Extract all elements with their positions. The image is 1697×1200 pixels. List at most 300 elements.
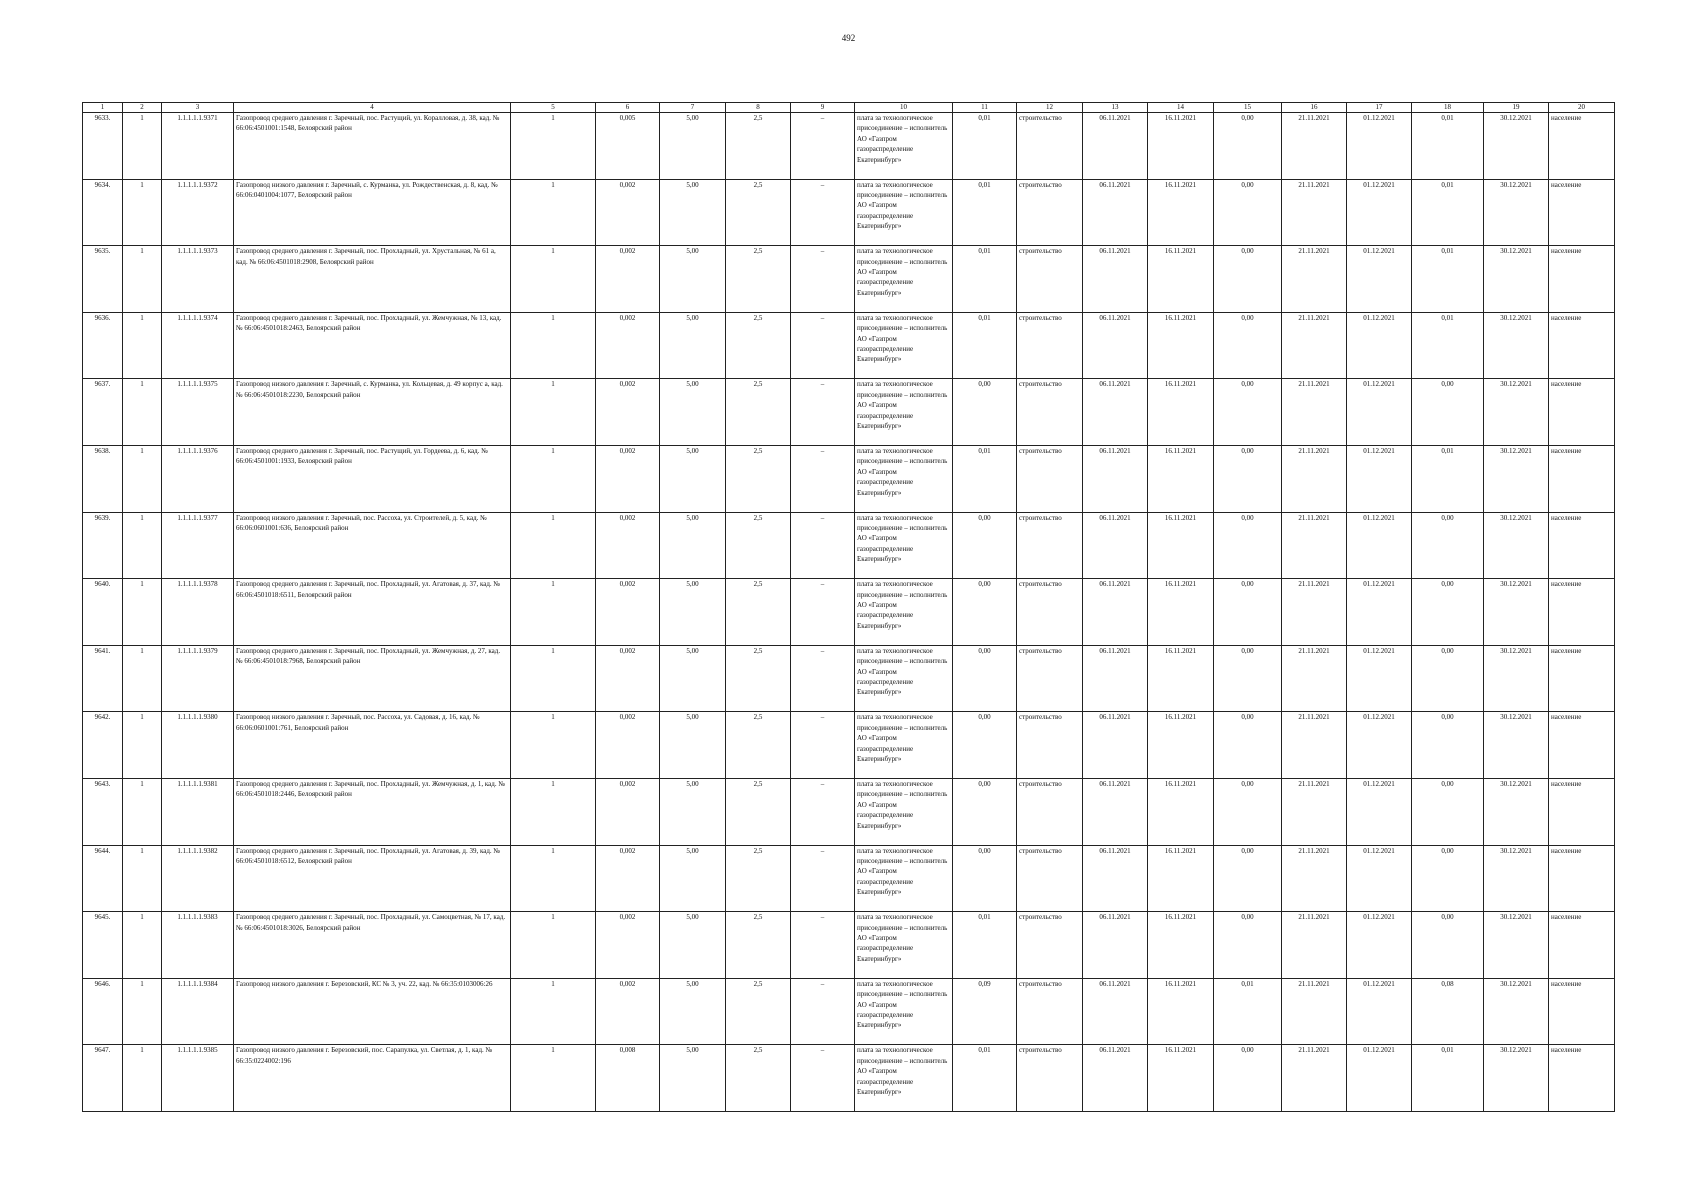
table-cell: 9633. (83, 113, 123, 180)
table-cell: плата за технологическое присоединение – исполнитель АО «Газпром газораспределение Екатеринбург» (855, 912, 953, 979)
table-cell: 06.11.2021 (1083, 379, 1148, 446)
table-cell: 0,00 (953, 845, 1017, 912)
table-cell: 06.11.2021 (1083, 712, 1148, 779)
table-cell: 2,5 (726, 379, 791, 446)
table-cell: 1 (511, 312, 596, 379)
table-cell: Газопровод низкого давления г. Заречный, пос. Рассоха, ул. Садовая, д. 16, кад. № 66:06:0601001:761, Белоярский район (234, 712, 511, 779)
table-cell: 1 (123, 1045, 162, 1112)
table-cell: 1 (511, 246, 596, 313)
table-cell: 06.11.2021 (1083, 179, 1148, 246)
table-cell: 06.11.2021 (1083, 645, 1148, 712)
table-cell: 9644. (83, 845, 123, 912)
column-header: 19 (1484, 103, 1549, 113)
table-cell: 16.11.2021 (1148, 645, 1214, 712)
table-cell: 0,01 (1412, 179, 1484, 246)
table-cell: строительство (1017, 312, 1083, 379)
column-header: 14 (1148, 103, 1214, 113)
table-cell: 1 (511, 512, 596, 579)
table-cell: 30.12.2021 (1484, 179, 1549, 246)
table-cell: 0,002 (596, 312, 660, 379)
table-cell: население (1549, 845, 1615, 912)
table-cell: 9635. (83, 246, 123, 313)
table-cell: плата за технологическое присоединение – исполнитель АО «Газпром газораспределение Екатеринбург» (855, 712, 953, 779)
table-cell: – (791, 978, 855, 1045)
table-cell: 01.12.2021 (1347, 445, 1412, 512)
table-cell: плата за технологическое присоединение – исполнитель АО «Газпром газораспределение Екатеринбург» (855, 778, 953, 845)
column-header: 12 (1017, 103, 1083, 113)
table-cell: 5,00 (660, 778, 726, 845)
table-cell: население (1549, 778, 1615, 845)
table-cell: 21.11.2021 (1282, 579, 1347, 646)
table-cell: 30.12.2021 (1484, 379, 1549, 446)
table-cell: 9640. (83, 579, 123, 646)
column-header: 6 (596, 103, 660, 113)
table-cell: 0,00 (1214, 645, 1282, 712)
table-cell: плата за технологическое присоединение – исполнитель АО «Газпром газораспределение Екатеринбург» (855, 645, 953, 712)
table-cell: 16.11.2021 (1148, 312, 1214, 379)
table-cell: 0,002 (596, 579, 660, 646)
table-cell: 9637. (83, 379, 123, 446)
table-cell: 0,00 (1412, 579, 1484, 646)
table-cell: 06.11.2021 (1083, 579, 1148, 646)
table-cell: 0,08 (1412, 978, 1484, 1045)
table-cell: 5,00 (660, 179, 726, 246)
table-cell: – (791, 445, 855, 512)
table-cell: 5,00 (660, 579, 726, 646)
table-cell: Газопровод низкого давления г. Заречный, с. Курманка, ул. Кольцевая, д. 49 корпус а, кад. № 66:06:4501018:2230, Белоярский район (234, 379, 511, 446)
table-cell: 0,09 (953, 978, 1017, 1045)
table-cell: 0,00 (1214, 445, 1282, 512)
table-cell: 0,00 (953, 778, 1017, 845)
table-cell: 30.12.2021 (1484, 645, 1549, 712)
table-cell: 1.1.1.1.1.9371 (162, 113, 234, 180)
table-cell: Газопровод низкого давления г. Заречный, с. Курманка, ул. Рождественская, д. 8, кад. № 66:06:0401004:1077, Белоярский район (234, 179, 511, 246)
table-cell: 0,005 (596, 113, 660, 180)
column-header: 1 (83, 103, 123, 113)
table-cell: строительство (1017, 1045, 1083, 1112)
table-cell: 16.11.2021 (1148, 978, 1214, 1045)
column-header: 13 (1083, 103, 1148, 113)
table-cell: 16.11.2021 (1148, 1045, 1214, 1112)
table-cell: население (1549, 978, 1615, 1045)
table-cell: 30.12.2021 (1484, 512, 1549, 579)
table-cell: 0,01 (953, 912, 1017, 979)
table-cell: 21.11.2021 (1282, 845, 1347, 912)
table-cell: население (1549, 579, 1615, 646)
table-cell: 0,01 (953, 445, 1017, 512)
table-cell: 30.12.2021 (1484, 778, 1549, 845)
table-cell: строительство (1017, 645, 1083, 712)
table-cell: 0,00 (1412, 845, 1484, 912)
table-cell: 01.12.2021 (1347, 778, 1412, 845)
table-cell: – (791, 712, 855, 779)
column-header: 10 (855, 103, 953, 113)
table-cell: 01.12.2021 (1347, 512, 1412, 579)
table-row (83, 379, 1615, 446)
table-cell: 06.11.2021 (1083, 113, 1148, 180)
table-cell: Газопровод среднего давления г. Заречный, пос. Прохладный, ул. Жемчужная, д. 27, кад. № 66:06:4501018:7968, Белоярский район (234, 645, 511, 712)
table-row (83, 712, 1615, 779)
table-cell: 01.12.2021 (1347, 845, 1412, 912)
table-cell: Газопровод среднего давления г. Заречный, пос. Растущий, ул. Коралловая, д. 38, кад. № 66:06:4501001:1548, Белоярский район (234, 113, 511, 180)
table-cell: 0,00 (1412, 379, 1484, 446)
table-cell: 01.12.2021 (1347, 912, 1412, 979)
table-cell: 0,01 (953, 312, 1017, 379)
table-cell: население (1549, 1045, 1615, 1112)
table-row (83, 512, 1615, 579)
column-header: 8 (726, 103, 791, 113)
table-cell: плата за технологическое присоединение – исполнитель АО «Газпром газораспределение Екатеринбург» (855, 978, 953, 1045)
table-cell: 0,00 (1214, 845, 1282, 912)
table-cell: строительство (1017, 379, 1083, 446)
table-cell: 01.12.2021 (1347, 246, 1412, 313)
table-cell: 01.12.2021 (1347, 978, 1412, 1045)
table-cell: 9641. (83, 645, 123, 712)
table-cell: 0,00 (1214, 1045, 1282, 1112)
table-cell: 5,00 (660, 445, 726, 512)
table-cell: 0,00 (1214, 312, 1282, 379)
table-cell: 0,00 (953, 712, 1017, 779)
table-cell: плата за технологическое присоединение – исполнитель АО «Газпром газораспределение Екатеринбург» (855, 246, 953, 313)
table-cell: 30.12.2021 (1484, 1045, 1549, 1112)
table-cell: 01.12.2021 (1347, 645, 1412, 712)
table-cell: 0,00 (1214, 379, 1282, 446)
table-row (83, 579, 1615, 646)
table-cell: 1.1.1.1.1.9380 (162, 712, 234, 779)
table-cell: 1 (123, 845, 162, 912)
table-cell: 16.11.2021 (1148, 778, 1214, 845)
table-cell: Газопровод низкого давления г. Заречный, пос. Рассоха, ул. Строителей, д. 5, кад. № 66:06:0601001:636, Белоярский район (234, 512, 511, 579)
table-cell: – (791, 1045, 855, 1112)
table-cell: 9634. (83, 179, 123, 246)
table-cell: 21.11.2021 (1282, 113, 1347, 180)
column-header: 3 (162, 103, 234, 113)
table-cell: 0,00 (1214, 113, 1282, 180)
table-cell: 0,01 (1412, 312, 1484, 379)
table-cell: население (1549, 179, 1615, 246)
table-cell: население (1549, 712, 1615, 779)
table-cell: 0,00 (1214, 712, 1282, 779)
table-row (83, 1045, 1615, 1112)
table-cell: 21.11.2021 (1282, 379, 1347, 446)
table-cell: население (1549, 113, 1615, 180)
table-row (83, 645, 1615, 712)
table-cell: 30.12.2021 (1484, 579, 1549, 646)
table-cell: 5,00 (660, 312, 726, 379)
table-cell: 30.12.2021 (1484, 845, 1549, 912)
table-cell: 16.11.2021 (1148, 845, 1214, 912)
table-cell: 1 (511, 113, 596, 180)
table-cell: 06.11.2021 (1083, 512, 1148, 579)
table-cell: строительство (1017, 246, 1083, 313)
table-cell: – (791, 113, 855, 180)
table-cell: 2,5 (726, 645, 791, 712)
table-cell: 2,5 (726, 845, 791, 912)
table-cell: 21.11.2021 (1282, 778, 1347, 845)
table-cell: население (1549, 445, 1615, 512)
table-cell: 0,00 (1214, 512, 1282, 579)
table-cell: – (791, 579, 855, 646)
table-cell: 1.1.1.1.1.9379 (162, 645, 234, 712)
table-cell: 30.12.2021 (1484, 912, 1549, 979)
table-cell: – (791, 778, 855, 845)
table-cell: 16.11.2021 (1148, 246, 1214, 313)
table-cell: 1 (511, 1045, 596, 1112)
table-cell: 1.1.1.1.1.9378 (162, 579, 234, 646)
table-cell: строительство (1017, 179, 1083, 246)
table-cell: 1.1.1.1.1.9384 (162, 978, 234, 1045)
table-cell: 1 (123, 645, 162, 712)
table-cell: 5,00 (660, 712, 726, 779)
table-cell: 30.12.2021 (1484, 445, 1549, 512)
table-cell: 01.12.2021 (1347, 1045, 1412, 1112)
table-cell: 0,01 (1412, 113, 1484, 180)
table-cell: 01.12.2021 (1347, 579, 1412, 646)
column-header: 16 (1282, 103, 1347, 113)
table-row (83, 978, 1615, 1045)
table-cell: 2,5 (726, 445, 791, 512)
table-cell: 0,01 (1412, 1045, 1484, 1112)
table-cell: 0,00 (1412, 912, 1484, 979)
table-cell: строительство (1017, 512, 1083, 579)
table-cell: 0,00 (1214, 179, 1282, 246)
table-cell: 06.11.2021 (1083, 845, 1148, 912)
table-cell: 1 (511, 912, 596, 979)
table-cell: Газопровод среднего давления г. Заречный, пос. Прохладный, ул. Хрустальная, № 61 а, кад. № 66:06:4501018:2908, Белоярский район (234, 246, 511, 313)
table-cell: 16.11.2021 (1148, 912, 1214, 979)
table-cell: 0,01 (953, 113, 1017, 180)
table-cell: 5,00 (660, 113, 726, 180)
table-cell: Газопровод низкого давления г. Березовский, КС № 3, уч. 22, кад. № 66:35:0103006:26 (234, 978, 511, 1045)
table-cell: 0,00 (1214, 778, 1282, 845)
table-cell: 1 (511, 845, 596, 912)
table-cell: – (791, 246, 855, 313)
page-number: 492 (841, 33, 856, 43)
data-table (82, 102, 1615, 1112)
table-cell: плата за технологическое присоединение – исполнитель АО «Газпром газораспределение Екатеринбург» (855, 113, 953, 180)
table-cell: 01.12.2021 (1347, 379, 1412, 446)
table-cell: 0,00 (1214, 246, 1282, 313)
table-row (83, 312, 1615, 379)
table-cell: 1 (123, 912, 162, 979)
table-cell: 2,5 (726, 579, 791, 646)
table-cell: 16.11.2021 (1148, 445, 1214, 512)
table-cell: 0,00 (953, 645, 1017, 712)
table-cell: 1.1.1.1.1.9377 (162, 512, 234, 579)
table-cell: плата за технологическое присоединение – исполнитель АО «Газпром газораспределение Екатеринбург» (855, 579, 953, 646)
table-cell: 06.11.2021 (1083, 978, 1148, 1045)
table-cell: 9639. (83, 512, 123, 579)
table-cell: 5,00 (660, 1045, 726, 1112)
table-cell: 1.1.1.1.1.9374 (162, 312, 234, 379)
table-cell: 0,00 (953, 512, 1017, 579)
table-cell: 21.11.2021 (1282, 445, 1347, 512)
table-cell: 1 (511, 778, 596, 845)
table-cell: 5,00 (660, 845, 726, 912)
table-cell: 0,002 (596, 246, 660, 313)
table-row (83, 845, 1615, 912)
table-cell: 16.11.2021 (1148, 512, 1214, 579)
table-cell: 01.12.2021 (1347, 179, 1412, 246)
table-cell: 1 (123, 379, 162, 446)
table-cell: 0,00 (1214, 579, 1282, 646)
table-cell: плата за технологическое присоединение – исполнитель АО «Газпром газораспределение Екатеринбург» (855, 1045, 953, 1112)
table-cell: 21.11.2021 (1282, 912, 1347, 979)
table-cell: 16.11.2021 (1148, 379, 1214, 446)
column-header: 7 (660, 103, 726, 113)
table-cell: 9638. (83, 445, 123, 512)
table-cell: 0,002 (596, 712, 660, 779)
table-cell: 0,01 (1412, 246, 1484, 313)
table-cell: 0,002 (596, 379, 660, 446)
table-cell: 2,5 (726, 778, 791, 845)
table-row (83, 179, 1615, 246)
table-cell: 5,00 (660, 912, 726, 979)
table-cell: население (1549, 379, 1615, 446)
table-cell: Газопровод низкого давления г. Березовский, пос. Сарапулка, ул. Светлая, д. 1, кад. № 66:35:0224002:196 (234, 1045, 511, 1112)
table-cell: – (791, 379, 855, 446)
table-cell: 1.1.1.1.1.9381 (162, 778, 234, 845)
table-cell: 21.11.2021 (1282, 312, 1347, 379)
table-cell: 0,01 (953, 1045, 1017, 1112)
table-cell: 0,002 (596, 445, 660, 512)
table-cell: 0,008 (596, 1045, 660, 1112)
table-cell: 0,01 (1412, 445, 1484, 512)
table-cell: 2,5 (726, 312, 791, 379)
table-cell: плата за технологическое присоединение – исполнитель АО «Газпром газораспределение Екатеринбург» (855, 512, 953, 579)
table-cell: 0,00 (1214, 912, 1282, 979)
table-cell: 2,5 (726, 1045, 791, 1112)
column-header: 2 (123, 103, 162, 113)
table-cell: 30.12.2021 (1484, 978, 1549, 1045)
table-cell: – (791, 645, 855, 712)
table-cell: – (791, 179, 855, 246)
table-row (83, 445, 1615, 512)
table-cell: строительство (1017, 579, 1083, 646)
table-cell: Газопровод среднего давления г. Заречный, пос. Растущий, ул. Гордеева, д. 6, кад. № 66:06:4501001:1933, Белоярский район (234, 445, 511, 512)
column-header: 4 (234, 103, 511, 113)
table-cell: 06.11.2021 (1083, 778, 1148, 845)
table-cell: 1 (511, 179, 596, 246)
column-number-row (83, 103, 1615, 113)
table-cell: 01.12.2021 (1347, 712, 1412, 779)
table-cell: 1 (123, 978, 162, 1045)
table-cell: 9643. (83, 778, 123, 845)
table-row (83, 778, 1615, 845)
table-cell: Газопровод среднего давления г. Заречный, пос. Прохладный, ул. Жемчужная, д. 1, кад. № 66:06:4501018:2446, Белоярский район (234, 778, 511, 845)
table-cell: – (791, 912, 855, 979)
table-cell: 9636. (83, 312, 123, 379)
table-cell: 2,5 (726, 712, 791, 779)
table-cell: плата за технологическое присоединение – исполнитель АО «Газпром газораспределение Екатеринбург» (855, 312, 953, 379)
table-cell: Газопровод среднего давления г. Заречный, пос. Прохладный, ул. Агатовая, д. 39, кад. № 66:06:4501018:6512, Белоярский район (234, 845, 511, 912)
table-cell: 1 (511, 978, 596, 1045)
table-cell: 0,002 (596, 912, 660, 979)
table-cell: 0,002 (596, 645, 660, 712)
table-cell: Газопровод среднего давления г. Заречный, пос. Прохладный, ул. Самоцветная, № 17, кад. № 66:06:4501018:3026, Белоярский район (234, 912, 511, 979)
table-cell: строительство (1017, 845, 1083, 912)
table-cell: 16.11.2021 (1148, 579, 1214, 646)
table-row (83, 113, 1615, 180)
table-cell: 1 (123, 246, 162, 313)
table-row (83, 246, 1615, 313)
table-cell: плата за технологическое присоединение – исполнитель АО «Газпром газораспределение Екатеринбург» (855, 179, 953, 246)
table-cell: 1 (123, 113, 162, 180)
table-cell: 0,002 (596, 978, 660, 1045)
table-cell: плата за технологическое присоединение – исполнитель АО «Газпром газораспределение Екатеринбург» (855, 445, 953, 512)
table-cell: плата за технологическое присоединение – исполнитель АО «Газпром газораспределение Екатеринбург» (855, 845, 953, 912)
table-cell: Газопровод среднего давления г. Заречный, пос. Прохладный, ул. Жемчужная, № 13, кад. № 66:06:4501018:2463, Белоярский район (234, 312, 511, 379)
table-cell: 0,01 (1214, 978, 1282, 1045)
table-cell: население (1549, 912, 1615, 979)
table-cell: 01.12.2021 (1347, 312, 1412, 379)
table-cell: строительство (1017, 113, 1083, 180)
table-cell: 1.1.1.1.1.9373 (162, 246, 234, 313)
table-cell: 21.11.2021 (1282, 712, 1347, 779)
table-cell: 1.1.1.1.1.9382 (162, 845, 234, 912)
table-cell: население (1549, 246, 1615, 313)
table-cell: строительство (1017, 712, 1083, 779)
table-cell: 1.1.1.1.1.9372 (162, 179, 234, 246)
table-cell: 30.12.2021 (1484, 712, 1549, 779)
table-cell: 2,5 (726, 113, 791, 180)
table-cell: 2,5 (726, 978, 791, 1045)
table-cell: 1 (123, 312, 162, 379)
table-cell: 0,00 (1412, 512, 1484, 579)
table-cell: 9646. (83, 978, 123, 1045)
table-cell: 01.12.2021 (1347, 113, 1412, 180)
table-cell: – (791, 312, 855, 379)
table-cell: 2,5 (726, 179, 791, 246)
table-cell: 06.11.2021 (1083, 1045, 1148, 1112)
column-header: 9 (791, 103, 855, 113)
column-header: 17 (1347, 103, 1412, 113)
table-cell: 0,00 (1412, 712, 1484, 779)
table-cell: 1 (123, 512, 162, 579)
table-cell: 5,00 (660, 645, 726, 712)
table-cell: 06.11.2021 (1083, 246, 1148, 313)
table-cell: 9645. (83, 912, 123, 979)
table-cell: 1 (123, 712, 162, 779)
table-cell: строительство (1017, 912, 1083, 979)
table-body (83, 113, 1615, 1112)
table-cell: 1.1.1.1.1.9383 (162, 912, 234, 979)
table-cell: население (1549, 312, 1615, 379)
column-header: 5 (511, 103, 596, 113)
table-cell: – (791, 845, 855, 912)
table-cell: Газопровод среднего давления г. Заречный, пос. Прохладный, ул. Агатовая, д. 37, кад. № 66:06:4501018:6511, Белоярский район (234, 579, 511, 646)
table-cell: 0,00 (1412, 778, 1484, 845)
table-cell: 5,00 (660, 246, 726, 313)
table-cell: 1 (123, 778, 162, 845)
table-cell: 0,00 (1412, 645, 1484, 712)
column-header: 15 (1214, 103, 1282, 113)
table-cell: 0,002 (596, 512, 660, 579)
column-header: 20 (1549, 103, 1615, 113)
table-cell: 1.1.1.1.1.9375 (162, 379, 234, 446)
table-cell: 1 (511, 712, 596, 779)
table-cell: 21.11.2021 (1282, 978, 1347, 1045)
table-cell: 9647. (83, 1045, 123, 1112)
table-cell: 0,01 (953, 179, 1017, 246)
table-cell: 30.12.2021 (1484, 312, 1549, 379)
table-cell: 0,00 (953, 379, 1017, 446)
table-cell: 0,002 (596, 845, 660, 912)
table-row (83, 912, 1615, 979)
table-cell: 5,00 (660, 379, 726, 446)
table-cell: 30.12.2021 (1484, 246, 1549, 313)
table-cell: 9642. (83, 712, 123, 779)
